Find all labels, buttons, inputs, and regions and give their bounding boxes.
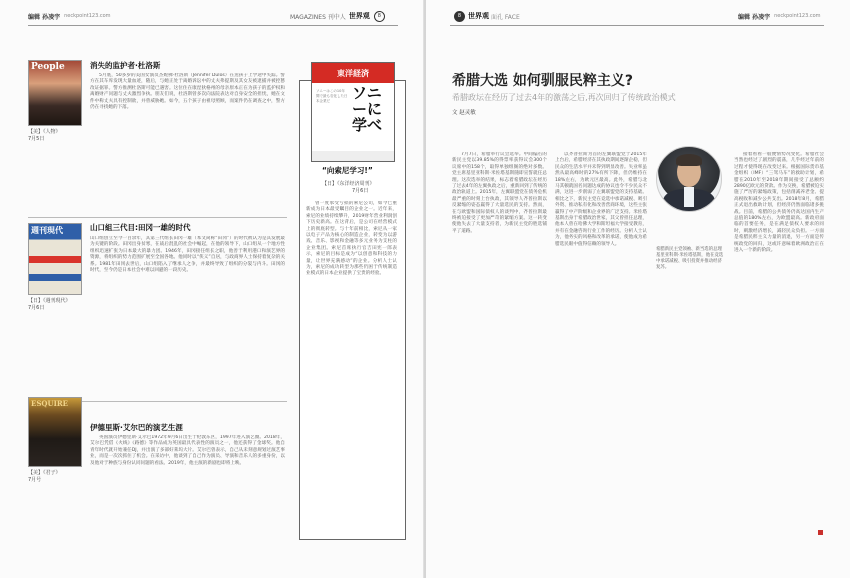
- right-header-section: [450, 8, 520, 24]
- item1-body: 5月底，50多岁的美国女演员杰妮佛·杜洛斯（Jennifer Dulos）在送孩子上学途中失踪。警方在其车库发现大量血迹，随后，与她正处于离婚诉讼中的丈夫弗提斯及其女友被逮捕并被控篡改证据罪。警方推测杜洛斯可能已遇害。这位住在康涅狄格州的母亲原本正在为孩子的监护权和离婚财产问题与丈夫激烈争执。朋友们说，杜洛斯曾多次向法院表达对自身安全的担忧，她在文件中称丈夫具有控制欲，并曾威胁她。如今，五个孩子由祖母照顾，而案件仍在调查之中，警方仍在寻找她的下落。: [90, 73, 285, 111]
- toyo-keizai-cover: [311, 62, 395, 162]
- caption-date: 7月6日: [28, 305, 45, 311]
- item3-caption: [28, 470, 61, 484]
- portrait-hair: [676, 154, 702, 166]
- portrait-shirt: [684, 187, 694, 207]
- site-url: neckpoint123.com: [64, 13, 111, 19]
- item1-caption: [28, 129, 61, 143]
- caption-source: 【日】《週刊現代》: [28, 298, 71, 304]
- photo-caption: 希腊新民主党领袖、新当选的总理基里亚科斯·米佐塔基斯，他在竞选中承诺减税、吸引投资并推动经济复苏。: [656, 247, 724, 270]
- cover-tagline: ソニーはこの10年間で最も変化した日本企業だ: [316, 89, 348, 103]
- item2-title: 山口組三代目:田冈一雄的时代: [90, 223, 191, 232]
- cover-logo: ESQUIRE: [31, 399, 69, 408]
- article-column-2: 以齐普拉斯为首的左翼联盟党于2015年上台后，希腊经济在其执政期间逐渐企稳，但民众的生活水平并未得到明显改善。失业率虽然从最高峰时的27%有所下降，但仍维持在18%左右，为欧元区最高。此外，希腊与北马其顿就国名问题达成的协议也令不少民众不满，这进一步削弱了左翼联盟党的支持基础。相比之下，新民主党在竞选中承诺减税、吸引外资、推动私有化和改善营商环境，这些主张赢得了中产阶级和企业界的广泛支持。米佐塔基斯出身于希腊政治世家，其父曾担任总理，他本人曾在哈佛大学和斯坦福大学接受教育，并有在金融咨询行业工作的经历。分析人士认为，他务实的风格和改革的承诺，使他成为希腊选民眼中值得信赖的领导人。: [555, 152, 647, 247]
- sony-body: 曾一度承受亏损的索尼公司，如今已重新成为日本最受瞩目的企业之一。近年来，索尼的业绩持续攀升，2019财年营业利润创下历史新高。在这背后，是公司在经营模式上的彻底转型。与十年前相比，索尼从一家以电子产品为核心的制造企业，转变为以游戏、音乐、影视和金融等多元业务为支柱的企业集团。索尼首席执行官吉田宪一郎表示，索尼的目标是成为“以创意和科技的力量，让世界充满感动”的企业。分析人士认为，索尼的成功转型为那些仍困于传统制造业模式的日本企业提供了宝贵的经验。: [306, 201, 397, 277]
- left-header-editor: [28, 8, 111, 24]
- item1-title: 消失的监护者·杜洛斯: [90, 61, 161, 70]
- item3-body: 英国演员伊德里斯·艾尔巴1972年9月6日出生于伦敦东区，1997年进入演艺圈。2018年，艾尔巴凭借《火线》《路德》等作品成为英国最具代表性的演员之一，他还获得了金球奖。他自青年时代就开始兼任DJ，并出演了多部好莱坞大片。艾尔巴曾表示，自己从未刻意规划过演艺事业，而是一次次抓住了机会。在采访中，他谈到了自己作为演员、导演和音乐人的多重身份，以及他对于种族与身份认同问题的看法。2019年，他主演的新剧也即将上映。: [90, 435, 285, 466]
- caption-source: 【美】《人物》: [28, 129, 61, 135]
- editor-name: 编辑 孙凌宇: [738, 13, 771, 21]
- cover-footer: [312, 151, 394, 161]
- caption-date: 7月号: [28, 477, 42, 483]
- editor-name: 编辑 孙凌宇: [28, 13, 61, 21]
- section-label: 世界观: [468, 12, 489, 20]
- header-rule: [450, 25, 824, 26]
- caption-source: 【美】《君子》: [28, 470, 61, 476]
- item-divider: [28, 217, 287, 218]
- article-column-1: 7月7日，希腊举行议会选举。中间偏右的新民主党以39.85%的得票率获得议会300个议席中的158个，取得单独组阁的绝对多数。党主席基里亚科斯·米佐塔基斯随即宣誓就任总理。这次选举的结果，标志着希腊政坛在经历了过去4年的左翼执政之后，重新回到了传统的政治轨道上。2015年，左翼联盟党在债务危机最严重的时刻上台执政，其领导人齐普拉斯以反紧缩的姿态赢得了大量选民的支持。然而，在与欧盟和国际债权人的谈判中，齐普拉斯最终被迫接受了更加严苛的紧缩方案。这一转变使他失去了大量支持者，为新民主党的胜选铺平了道路。: [452, 152, 547, 234]
- section-label: 世界观: [348, 12, 370, 20]
- sony-caption: [322, 181, 375, 195]
- caption-date: 7月5日: [28, 136, 45, 142]
- item2-caption: [28, 298, 71, 312]
- header-rule: [28, 25, 398, 26]
- subsection-label: 面孔 FACE: [491, 13, 520, 21]
- shukan-gendai-cover: [28, 223, 82, 295]
- item2-body: 山口组创立至今一百余年，其第三代组长田冈一雄（本文简称“田冈”）的时代被认为是其发展最为关键的阶段。田冈出身贫寒，在战后混乱的社会中崛起，在他的领导下，山口组从一个地方性组织迅速扩张为日本最大的暴力团。1946年，田冈接任组长之职，他善于利用港口和演艺界的资源，将组织的势力范围扩展至全国各地。他同时以“侠义”自居，与政商界人士保持着复杂的关系。1981年田冈去世后，山口组陷入了继承人之争，并最终导致了组织的分裂与内斗。田冈的时代，至今仍是日本社会中难以回避的一段历史。: [90, 236, 285, 274]
- caption-date: 7月6日: [352, 188, 369, 194]
- end-mark: [818, 530, 823, 535]
- right-header-editor: [738, 8, 821, 24]
- magazines-label: MAGAZINES 刊中人: [290, 13, 346, 21]
- politician-portrait: [656, 146, 722, 212]
- item3-title: 伊德里斯·艾尔巴的演艺生涯: [90, 423, 183, 432]
- sony-title: “向索尼学习!”: [322, 166, 373, 175]
- article-column-3: 接着看看一般便情势况变化。希腊社会当然也经过了剧烈的震荡，几乎经过年前的过程才使得现在改变过来。根据国际货币基金组织（IMF）“三驾马车”的救助计划，希腊在2010年至2018年期间接受了总额约2890亿欧元的贷款。作为交换，希腊被迫实施了严厉的紧缩政策，包括削减养老金、提高税收和减少公共支出。2018年8月，希腊正式退出救助计划，但经济仍然面临诸多挑战。目前，希腊的公共债务仍高达国内生产总值的180%左右，为欧盟最高。新政府面临的首要任务，是在满足债权人要求的同时，刺激经济增长，减轻民众负担。一方面是希腊民粹主义力量的消退，另一方面是传统政党的回归，这或许意味着欧洲政治正在进入一个新的阶段。: [734, 152, 824, 254]
- page-number: 8: [374, 11, 385, 22]
- cover-logo: 週刊現代: [31, 225, 63, 235]
- cover-headline: ソニーに学べ: [352, 84, 383, 134]
- caption-source: 【日】《东洋经济周刊》: [322, 181, 375, 187]
- people-magazine-cover: [28, 60, 82, 126]
- left-header-section: [290, 8, 385, 24]
- cover-stripe: [29, 256, 81, 263]
- article-title: 希腊大选 如何驯服民粹主义?: [452, 73, 633, 89]
- cover-logo: People: [31, 62, 65, 72]
- article-author: 文 赵灵敏: [452, 110, 476, 116]
- esquire-magazine-cover: [28, 397, 82, 467]
- site-url: neckpoint123.com: [774, 13, 821, 19]
- cover-stripe: [29, 274, 81, 281]
- cover-logo: 東洋経済: [312, 63, 394, 83]
- article-subtitle: 希腊政坛在经历了过去4年的激荡之后,再次回归了传统政治模式: [452, 93, 676, 102]
- page-number: 8: [454, 11, 465, 22]
